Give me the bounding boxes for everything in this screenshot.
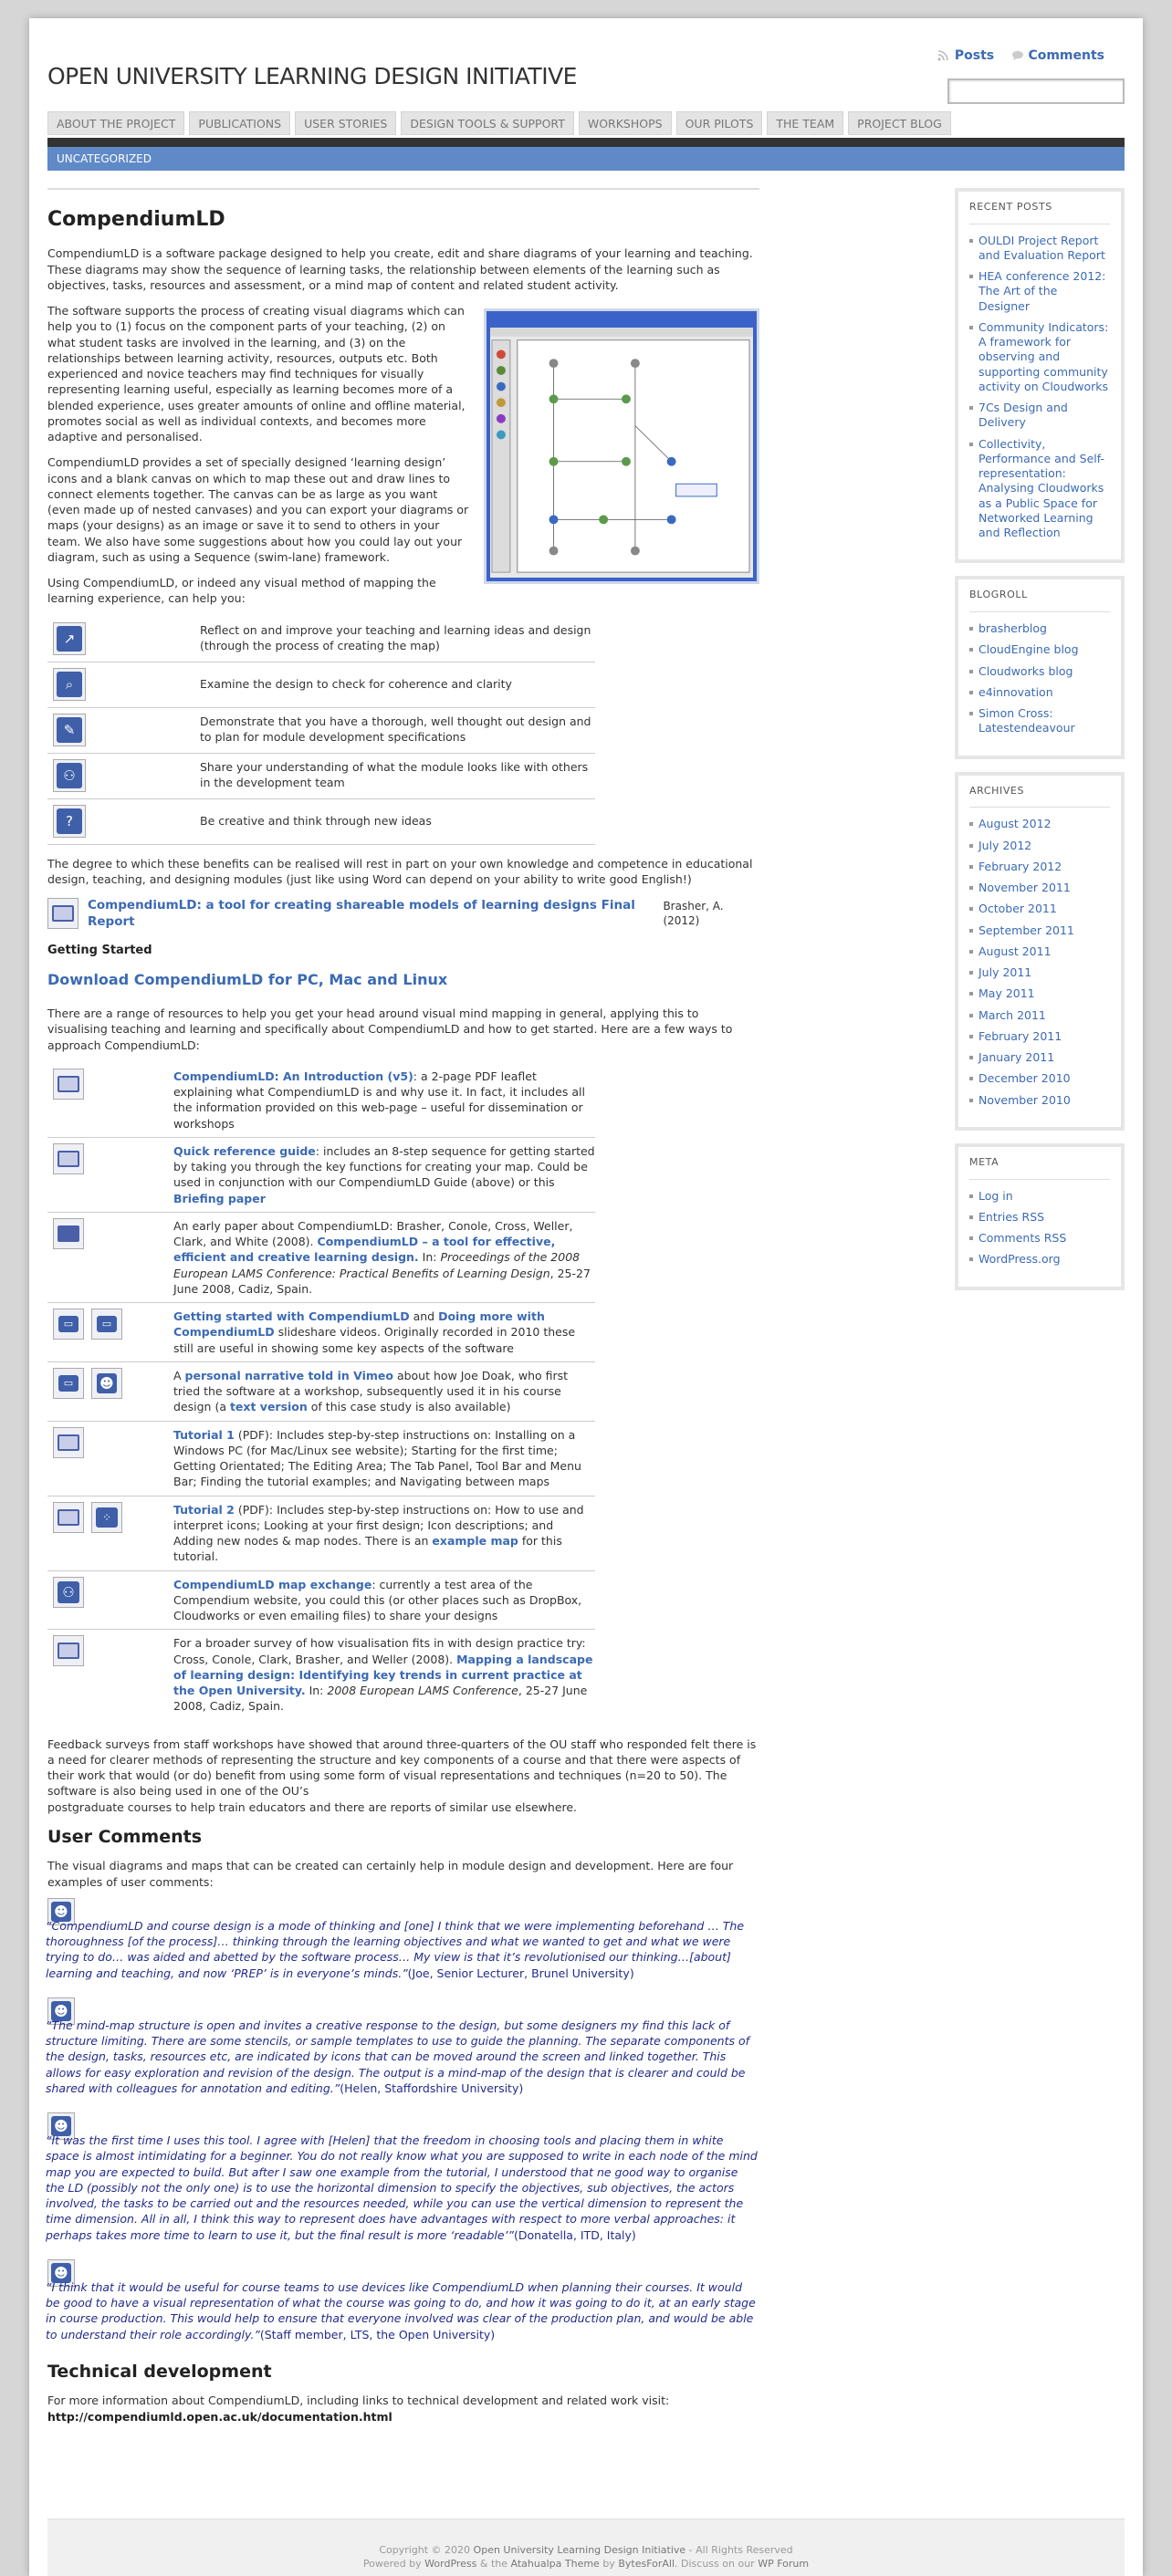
resource-row [47, 1303, 595, 1362]
meta-link[interactable]: Log in [969, 1189, 1110, 1204]
book-icon [53, 1069, 84, 1100]
site-title[interactable]: OPEN UNIVERSITY LEARNING DESIGN INITIATIVE [47, 63, 577, 89]
tutorial-1-link[interactable]: Tutorial 1 [173, 1427, 235, 1442]
proceedings-title: Proceedings of the 2008 European LAMS Conference: Practical Benefits of Learning Design [173, 1250, 581, 1280]
resources-table [47, 1063, 595, 1720]
quote-source: (Joe, Senior Lecturer, Brunel University) [407, 1966, 634, 1980]
user-quote [47, 1999, 759, 2096]
quote-text: “The mind-map structure is open and invites a creative response to the design, but some designers my find this lack of structure limiting. There are some stencils, or sample templates to use to guide the planning. The separate components of the design, tasks, resources etc, are indicated by icons that can be moved around the screen and linked together. This allows for easy exploration and revision of the design. The output is a mind-map of the design that is clearer and could be shared with colleagues for annotation and editing.” [46, 2018, 750, 2095]
meta-widget [955, 1143, 1125, 1290]
monitor-icon: ▭ [53, 1309, 84, 1340]
download-link[interactable] [47, 970, 759, 989]
person-icon: ☻ [91, 1368, 122, 1399]
archive-link[interactable]: July 2012 [969, 839, 1110, 853]
presenter-icon: ✎ [53, 714, 86, 746]
main-menu [47, 111, 956, 137]
book-icon [53, 1427, 84, 1458]
user-comments-intro: The visual diagrams and maps that can be created can certainly help in module design and development. Here are four examples of user comments: [47, 1859, 734, 1889]
final-report [47, 897, 759, 930]
category-uncategorized[interactable]: UNCATEGORIZED [57, 152, 152, 165]
resource-text: : currently a test area of the Compendium website, you could this (or other places such as DropBox, Cloudworks or even emailing files) to share your designs [173, 1577, 582, 1623]
recent-posts-widget [955, 188, 1125, 563]
archive-link[interactable]: August 2011 [969, 944, 1110, 959]
benefit-row [47, 617, 595, 662]
blogroll-link[interactable]: e4innovation [969, 685, 1110, 700]
share-people-icon: ⚇ [53, 759, 86, 792]
book-icon [53, 1502, 84, 1533]
footer-text: - All Rights Reserved [685, 2544, 793, 2556]
nodes-icon: ⁘ [91, 1502, 122, 1533]
resource-row [47, 1422, 595, 1497]
recent-post-link[interactable]: OULDI Project Report and Evaluation Report [969, 234, 1110, 264]
archive-link[interactable]: January 2011 [969, 1050, 1110, 1065]
benefit-text: Reflect on and improve your teaching and learning ideas and design (through the process of creating the map) [200, 623, 591, 653]
archive-link[interactable]: December 2010 [969, 1071, 1110, 1086]
meta-link[interactable]: Entries RSS [969, 1210, 1110, 1225]
recent-post-link[interactable]: Community Indicators: A framework for observing and supporting community activity on Cloudworks [969, 320, 1110, 394]
doing-more-video-link[interactable]: Doing more with CompendiumLD [173, 1309, 545, 1340]
resource-text: In: [418, 1250, 441, 1265]
posts-label: Posts [954, 48, 995, 63]
page [29, 18, 1143, 2576]
resource-row [47, 1362, 595, 1422]
menu-our-pilots[interactable]: OUR PILOTS [676, 111, 763, 135]
resource-text: In: [305, 1684, 328, 1698]
footer-text: Copyright © 2020 [379, 2544, 474, 2556]
benefit-text: Be creative and think through new ideas [200, 813, 432, 828]
meta-link[interactable]: WordPress.org [969, 1252, 1110, 1267]
resource-text: slideshare videos. Originally recorded in 2010 these still are useful in showing some key aspects of the software [173, 1325, 576, 1355]
menu-user-stories[interactable]: USER STORIES [295, 111, 396, 135]
widget-title: BLOGROLL [969, 589, 1110, 612]
archive-link[interactable]: November 2011 [969, 881, 1110, 895]
feedback-paragraph [47, 1736, 759, 1815]
theme-link[interactable]: Atahualpa Theme [510, 2558, 600, 2571]
quote-source: (Helen, Staffordshire University) [340, 2081, 524, 2095]
final-report-link[interactable]: CompendiumLD: a tool for creating shareable models of learning designs Final Report [88, 898, 635, 930]
resource-text: about how Joe Doak, who first tried the software at a workshop, subsequently used it in his course design (a [173, 1368, 569, 1414]
category-bar [47, 147, 1125, 171]
degree-paragraph: The degree to which these benefits can be realised will rest in part on your own knowledge and competence in educational design, teaching, and designing modules (just like using Word can depend on your ability to write good English!) [47, 856, 753, 886]
screenshot-window [490, 328, 753, 578]
quote-text: “It was the first time I uses this tool. I agree with [Helen] that the freedom in choosing tools and placing them in white space is almost intimidating for a beginner. You do not really know what you are supposed to write in each node of the mind map you are expected to build. But after I saw one example from the tutorial, I understood that ne good way to organise the LD (possibly not the only one) is to use the horizontal dimension to specify the objectives, sub objectives, the actors involved, the tasks to be carried out and the resources needed, while you can use the vertical dimension to represent the time dimension. All in all, I think this way to represent does have advantages with respect to more verbal approaches: it perhaps takes more time to learn to use it, but the final result is more ‘readable’” [46, 2133, 758, 2242]
resource-text: for this tutorial. [173, 1534, 562, 1564]
copyright-line [47, 2543, 1125, 2557]
benefit-row [47, 754, 595, 799]
footer-site-link[interactable]: Open University Learning Design Initiative [473, 2544, 686, 2556]
search-input[interactable] [947, 78, 1125, 104]
meta-link[interactable]: Comments RSS [969, 1231, 1110, 1246]
footer-text: . Discuss on our [675, 2558, 759, 2571]
archive-link[interactable]: September 2011 [969, 923, 1110, 938]
conference-title: 2008 European LAMS Conference [327, 1684, 518, 1698]
wordpress-link[interactable]: WordPress [424, 2558, 477, 2571]
technical-text: For more information about CompendiumLD, including links to technical development and related work visit: [47, 2393, 670, 2408]
menu-about[interactable]: ABOUT THE PROJECT [47, 111, 184, 135]
quote-source: (Staff member, LTS, the Open University) [259, 2327, 496, 2341]
blogroll-link[interactable]: Simon Cross: Latestendeavour [969, 706, 1110, 736]
idea-question-icon: ? [53, 805, 86, 838]
resource-row [47, 1063, 595, 1138]
archive-link[interactable]: July 2011 [969, 965, 1110, 980]
comments-label: Comments [1028, 48, 1104, 63]
comment-bubble-icon [1011, 50, 1024, 61]
resource-text: , 25-27 June 2008, Cadiz, Spain. [173, 1266, 591, 1296]
blogroll-link[interactable]: brasherblog [969, 621, 1110, 636]
introduction-link[interactable]: CompendiumLD: An Introduction (v5) [173, 1069, 413, 1083]
archive-link[interactable]: May 2011 [969, 986, 1110, 1001]
page-title: CompendiumLD [47, 208, 225, 231]
comments-feed-link[interactable] [1011, 48, 1104, 63]
resource-text: An early paper about CompendiumLD: Brasher, Conole, Cross, Weller, Clark, and White (2008). [173, 1218, 573, 1249]
open-book-icon [53, 1218, 84, 1249]
process-paragraph: The software supports the process of creating visual diagrams which can help you to (1) focus on the component parts of your teaching, (2) on what student tasks are involved in the learning, and (3) on the relationships between learning activity, resources, outputs etc. Both experienced and novice teachers may find techniques for visually representing learning useful, especially as learning becomes more of a blended experience, uses greater amounts of online and offline material, promotes social as well as individual contexts, and becomes more adaptive and personalised. [47, 304, 466, 444]
benefit-row [47, 662, 595, 708]
archive-link[interactable]: February 2011 [969, 1029, 1110, 1044]
quote-text: “CompendiumLD and course design is a mode of thinking and [one] I think that we were implementing beforehand … The thoroughness [of the process]… thinking through the learning objectives and what we wanted to get and what we were trying to do… was aided and abetted by the software process… My view is that it’s revolutionised our thinking…[about] learning and teaching, and now ‘PREP’ is in everyone’s minds.” [46, 1918, 745, 1980]
menu-project-blog[interactable]: PROJECT BLOG [848, 111, 951, 135]
benefits-table [47, 617, 595, 845]
menu-the-team[interactable]: THE TEAM [767, 111, 843, 135]
menu-workshops[interactable]: WORKSHOPS [579, 111, 672, 135]
posts-feed-link[interactable] [937, 48, 994, 63]
resource-row [47, 1497, 595, 1571]
text-version-link[interactable]: text version [229, 1400, 308, 1414]
benefit-text: Examine the design to check for coherence and clarity [200, 676, 512, 691]
intro-paragraph: CompendiumLD is a software package designed to help you create, edit and share diagrams of your learning and teaching. These diagrams may show the sequence of learning tasks, the relationship between elements of the learning such as objectives, tasks, resources and assessment, or a mind map of content and related student activity. [47, 246, 753, 292]
recent-post-link[interactable]: HEA conference 2012: The Art of the Designer [969, 269, 1110, 314]
early-paper-link[interactable]: CompendiumLD – a tool for effective, efficient and creative learning design. [173, 1235, 556, 1265]
archives-widget [955, 772, 1125, 1131]
menu-divider [47, 138, 1125, 147]
getting-started-heading: Getting Started [47, 944, 152, 958]
recent-post-link[interactable]: 7Cs Design and Delivery [969, 401, 1110, 431]
documentation-link[interactable]: http://compendiumld.open.ac.uk/documentation.html [47, 2409, 392, 2424]
download-link-text[interactable]: Download CompendiumLD for PC, Mac and Linux [47, 970, 448, 988]
monitor-icon: ▭ [91, 1309, 122, 1340]
widget-title: RECENT POSTS [969, 201, 1110, 224]
vimeo-narrative-link[interactable]: personal narrative told in Vimeo [184, 1368, 393, 1382]
book-icon [53, 1143, 84, 1174]
widget-title: META [969, 1156, 1110, 1180]
user-quote [47, 2261, 759, 2342]
widget-title: ARCHIVES [969, 785, 1110, 808]
getting-started-video-link[interactable]: Getting started with CompendiumLD [173, 1309, 410, 1324]
monitor-icon: ▭ [53, 1368, 84, 1399]
technical-heading: Technical development [47, 2361, 272, 2382]
tutorial-2-link[interactable]: Tutorial 2 [173, 1502, 235, 1517]
rss-icon [937, 50, 950, 61]
screenshot-diagram [490, 328, 753, 578]
footer-text: by [599, 2558, 619, 2571]
blogroll-link[interactable]: CloudEngine blog [969, 642, 1110, 657]
archive-link[interactable]: October 2011 [969, 902, 1110, 916]
powered-by-line [47, 2557, 1125, 2571]
resource-text: (PDF): Includes step-by-step instructions on: How to use and interpret icons; Looking at your first design; Icon descriptions; and Adding new nodes & map nodes. There is an [173, 1502, 584, 1549]
blogroll-widget [955, 576, 1125, 758]
person-icon: ☻ [47, 1898, 75, 1925]
archive-link[interactable]: February 2012 [969, 860, 1110, 874]
feedback-text: Feedback surveys from staff workshops have showed that around three-quarters of the OU staff who responded felt there is a need for clearer methods of representing the structure and key components of a course and that there were aspects of their work that would (or do) benefit from using some form of visual representations and techniques (n=20 to 50). The software is also being used in one of the OU’s [47, 1736, 757, 1799]
benefit-text: Demonstrate that you have a thorough, well thought out design and to plan for module development specifications [200, 714, 591, 745]
briefing-paper-link[interactable]: Briefing paper [173, 1191, 266, 1205]
user-quote [47, 1900, 759, 1981]
resource-text: , 25-27 June 2008, Cadiz, Spain. [173, 1684, 588, 1714]
wp-forum-link[interactable]: WP Forum [758, 2558, 810, 2571]
recent-post-link[interactable]: Collectivity, Performance and Self-representation: Analysing Cloudworks as a Public Space for Networked Learning and Reflection [969, 437, 1110, 541]
footer-text: Powered by [362, 2558, 425, 2571]
resource-row [47, 1138, 595, 1213]
resource-text: (PDF): Includes step-by-step instructions on: Installing on a Windows PC (for Mac/Linux see website); Starting for the first time; Getting Orientated; The Editing Area; The Tab Panel, Tool Bar and Menu Bar; Finding the tutorial examples; and Navigating between maps [173, 1427, 581, 1489]
book-icon [53, 1635, 84, 1666]
menu-design-tools[interactable]: DESIGN TOOLS & SUPPORT [401, 111, 573, 135]
person-icon: ☻ [47, 1997, 75, 2025]
blogroll-link[interactable]: Cloudworks blog [969, 664, 1110, 679]
person-icon: ☻ [47, 2112, 75, 2140]
resource-row [47, 1213, 595, 1303]
book-icon [47, 898, 78, 929]
menu-publications[interactable]: PUBLICATIONS [189, 111, 290, 135]
archive-link[interactable]: November 2010 [969, 1093, 1110, 1108]
resource-row [47, 1571, 595, 1631]
footer-text: & the [476, 2558, 511, 2571]
benefits-intro: Using CompendiumLD, or indeed any visual method of mapping the learning experience, can help you: [47, 576, 436, 606]
share-people-icon: ⚇ [53, 1577, 84, 1608]
report-author: Brasher, A. (2012) [663, 900, 724, 928]
resource-text: : includes an 8-step sequence for getting started by taking you through the key functions for creating your map. Could be used in conjunction with our CompendiumLD Guide (above) or this [173, 1143, 595, 1190]
map-exchange-link[interactable]: CompendiumLD map exchange [173, 1577, 372, 1591]
quote-source: (Donatella, ITD, Italy) [514, 2227, 636, 2242]
resource-text: A [173, 1368, 185, 1382]
resource-text: and [409, 1309, 439, 1324]
resource-text: For a broader survey of how visualisation fits in with design practice try: Cross, Conole, Clark, Brasher, and Weller (2008). [173, 1636, 586, 1666]
footer [47, 2519, 1125, 2576]
quick-reference-link[interactable]: Quick reference guide [173, 1143, 316, 1158]
resource-text: of this case study is also available) [307, 1400, 511, 1414]
magnifier-icon: ⌕ [53, 668, 86, 701]
bytesforall-link[interactable]: BytesForAll [618, 2558, 675, 2571]
feed-links [925, 47, 1104, 65]
example-map-link[interactable]: example map [432, 1534, 518, 1549]
person-icon: ☻ [47, 2259, 75, 2287]
main-content [47, 188, 759, 2435]
archive-link[interactable]: August 2012 [969, 817, 1110, 831]
resources-intro: There are a range of resources to help you get your head around visual mind mapping in general, applying this to visualising teaching and learning and specifically about CompendiumLD and how to get started. Here are a few ways to approach CompendiumLD: [47, 1006, 733, 1052]
archive-link[interactable]: March 2011 [969, 1008, 1110, 1023]
feedback-text-2: postgraduate courses to help train educators and there are reports of similar use elsewhere. [47, 1799, 578, 1814]
content-top-rule [47, 188, 759, 190]
sidebar [955, 188, 1125, 1303]
benefit-text: Share your understanding of what the module looks like with others in the development team [200, 760, 589, 790]
user-quote [47, 2114, 759, 2243]
resource-row [47, 1630, 595, 1719]
user-comments-heading: User Comments [47, 1826, 203, 1847]
reflect-icon: ↗ [53, 622, 86, 655]
header [29, 18, 1143, 130]
benefit-row [47, 708, 595, 754]
landscape-paper-link[interactable]: Mapping a landscape of learning design: Identifying key trends in current practice at the Open University. [173, 1652, 593, 1698]
icons-paragraph: CompendiumLD provides a set of specially designed ‘learning design’ icons and a blank canvas on which to map these out and draw lines to connect elements together. The canvas can be as large as you want (even made up of nested canvases) and you can export your diagrams or maps (your designs) as an image or save it to send to others in your team. We also have some suggestions about how you could lay out your diagram, such as using a Sequence (swim-lane) framework. [47, 455, 469, 564]
resource-text: : a 2-page PDF leaflet explaining what CompendiumLD is and why use it. In fact, it includes all the information provided on this web-page – useful for dissemination or workshops [173, 1069, 585, 1131]
quote-text: “I think that it would be useful for course teams to use devices like CompendiumLD when planning their courses. It would be good to have a visual representation of what the course was going to do, and how it was going to do it, at an early stage in course production. This would help to ensure that everyone involved was clear of the production plan, and would be able to understand their role accordingly.” [46, 2279, 756, 2341]
technical-paragraph [47, 2393, 759, 2425]
compendiumld-screenshot [484, 308, 759, 584]
benefit-row [47, 799, 595, 845]
